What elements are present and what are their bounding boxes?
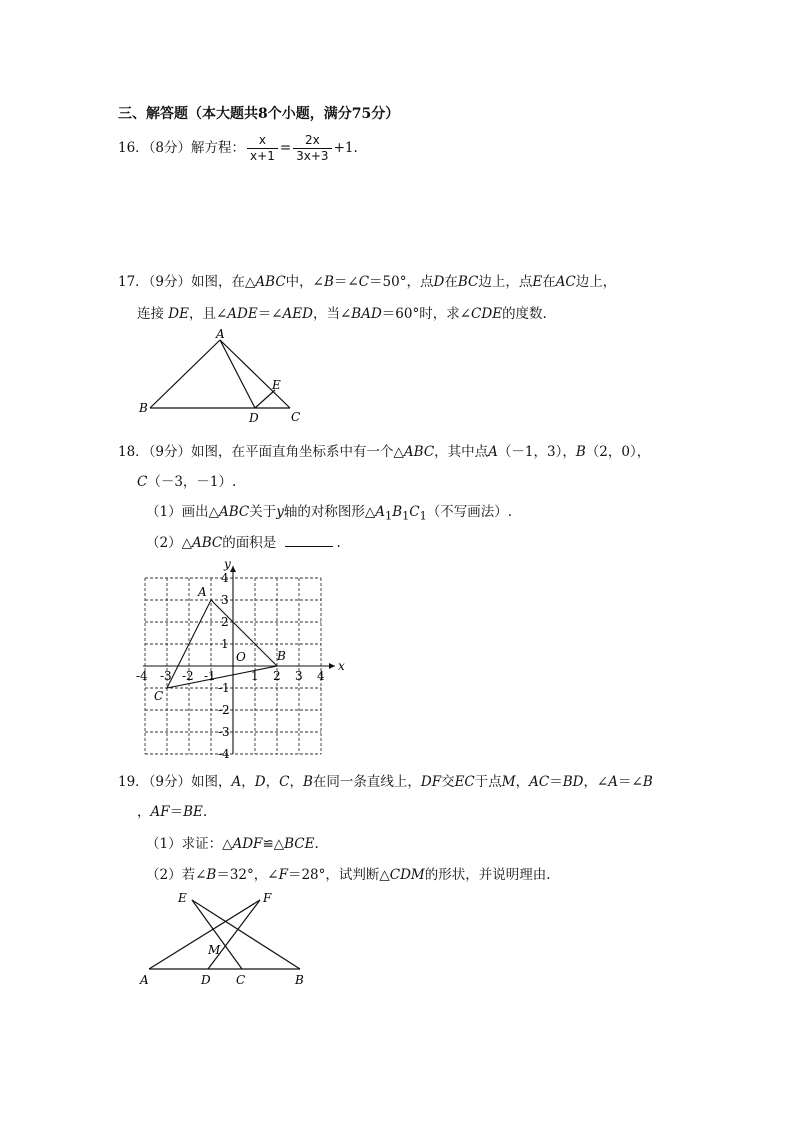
q18-coordinate-grid [130, 558, 355, 758]
x-tick: 1 [251, 669, 259, 683]
question-18-line1: 18．（9分）如图，在平面直角坐标系中有一个△ABC，其中点A（－1，3），B（2，0）， [118, 444, 651, 460]
question-18-sub1: （1）画出△ABC关于y轴的对称图形$\triangle A_1B_1C_1$（不写画法）. [146, 504, 513, 523]
segment-af [149, 900, 260, 969]
label-a: A [216, 328, 225, 341]
origin-label: O [236, 650, 246, 664]
question-16: 16．（8分）解方程： $\frac{x}{x+1}$ = $\frac{2x}{3x+3}$ +1. [118, 133, 358, 163]
label-b: B [295, 973, 304, 987]
q19-geometry-figure [130, 888, 320, 993]
point-c-label: C [154, 689, 164, 703]
question-18-line2: C（－3，－1）. [137, 474, 237, 490]
x-tick: 2 [273, 669, 281, 683]
x-tick: -1 [204, 669, 216, 683]
x-axis-label: x [338, 659, 345, 673]
question-19-line1: 19．（9分）如图，A，D，C，B在同一条直线上，DF交EC于点M，AC＝BD，∠A＝∠B [118, 774, 653, 790]
y-axis-arrow-icon [230, 566, 236, 572]
fraction-1: $\frac{x}{x+1}$ [247, 133, 278, 164]
y-tick: -3 [218, 725, 230, 739]
point-b-label: B [277, 649, 286, 663]
y-tick: -1 [218, 681, 230, 695]
label-a: A [140, 973, 149, 987]
label-c: C [236, 973, 246, 987]
question-19-sub2: （2）若∠B＝32°，∠F＝28°，试判断△CDM的形状，并说明理由. [146, 867, 551, 883]
y-axis-label: y [224, 558, 231, 571]
side-ab [150, 340, 220, 408]
label-b: B [139, 401, 148, 415]
segment-de [255, 390, 275, 408]
y-tick: 4 [221, 571, 229, 585]
segment-ad [220, 340, 255, 408]
label-m: M [208, 943, 221, 957]
x-axis-arrow-icon [329, 663, 335, 669]
label-e: E [272, 378, 281, 392]
label-d: D [201, 973, 211, 987]
y-tick: 3 [221, 593, 229, 607]
x-tick: 3 [295, 669, 303, 683]
q17-triangle-figure [130, 328, 310, 428]
question-17-line2: 连接 DE，且∠ADE＝∠AED，当∠BAD＝60°时，求∠CDE的度数. [137, 306, 547, 322]
x-tick: -4 [136, 669, 148, 683]
label-e: E [178, 891, 187, 905]
segment-eb [192, 900, 300, 969]
x-tick: -3 [160, 669, 172, 683]
y-tick: 1 [221, 637, 229, 651]
label-c: C [291, 410, 301, 424]
answer-blank[interactable] [285, 534, 333, 547]
question-17-line1: 17．（9分）如图，在△ABC中，∠B＝∠C＝50°，点D在BC边上，点E在AC边上， [118, 274, 617, 290]
x-tick: 4 [317, 669, 325, 683]
y-tick: 2 [221, 615, 229, 629]
question-19-sub1: （1）求证：△ADF≌△BCE. [146, 836, 319, 852]
label-d: D [249, 411, 259, 425]
point-a-label: A [198, 585, 207, 599]
side-ac [220, 340, 290, 408]
x-tick: -2 [182, 669, 194, 683]
question-19-line2: ，AF＝BE. [137, 804, 208, 820]
y-tick: -4 [218, 747, 230, 758]
question-18-sub2: （2）△ABC的面积是 . [146, 535, 341, 551]
section-title: 三、解答题（本大题共8个小题，满分75分） [118, 106, 400, 122]
label-f: F [263, 891, 272, 905]
y-tick: -2 [218, 703, 230, 717]
fraction-2: $\frac{2x}{3x+3}$ [293, 133, 331, 164]
